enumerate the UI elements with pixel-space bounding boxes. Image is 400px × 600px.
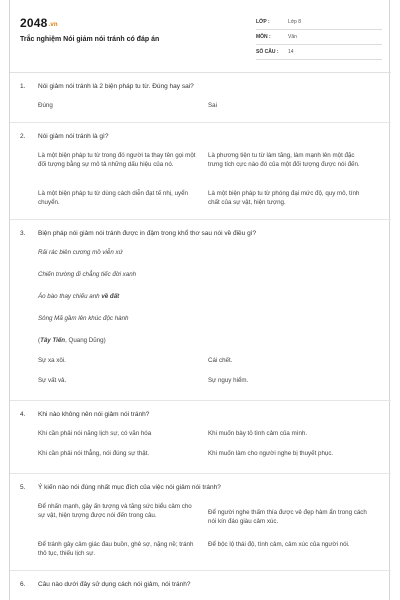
answer-option[interactable]: Là một biện pháp tu từ dùng cách diễn đạt tế nhị, uyển chuyển. <box>38 190 188 206</box>
poem-author: , Quang Dũng) <box>65 337 106 344</box>
info-row-class <box>256 15 382 30</box>
question-list <box>10 82 391 589</box>
question-number: 2. <box>20 133 26 140</box>
poem-line: Sông Mã gầm lên khúc độc hành <box>38 315 129 322</box>
question-number: 6. <box>20 581 26 588</box>
document-title: Trắc nghiệm Nói giảm nói tránh có đáp án <box>20 36 160 43</box>
poem-title: Tây Tiến <box>40 337 66 344</box>
answer-option[interactable]: Là một biện pháp tu từ phóng đại mức độ, quy mô, tính chất của sự vật, hiện tượng. <box>208 190 360 206</box>
question-3 <box>10 229 391 400</box>
question-number: 3. <box>20 230 26 237</box>
question-divider <box>10 400 391 401</box>
answer-option[interactable]: Sự nguy hiểm. <box>208 377 249 384</box>
question-text: Biện pháp nói giảm nói tránh được in đậm trong khổ thơ sau nói về điều gì? <box>38 230 257 237</box>
answer-option[interactable]: Để bộc lộ thái độ, tình cảm, cảm xúc của người nói. <box>208 541 350 548</box>
answer-option[interactable]: Để tránh gây cảm giác đau buồn, ghê sợ, nặng nề; tránh thô tục, thiếu lịch sự. <box>38 541 194 557</box>
question-divider <box>10 122 391 123</box>
header-divider <box>10 72 391 73</box>
question-2 <box>10 132 391 219</box>
poem-line-text: Áo bào thay chiếu anh <box>38 293 102 300</box>
answer-option[interactable]: Sự vất vả. <box>38 377 67 384</box>
info-key: LỚP : <box>256 19 270 25</box>
info-row-count <box>256 45 382 60</box>
question-text: Câu nào dưới đây sử dụng cách nói giảm, nói tránh? <box>38 581 191 588</box>
answer-option[interactable]: Để người nghe thấm thía được vẻ đẹp hàm ẩn trong cách nói kín đáo giàu cảm xúc. <box>208 509 367 525</box>
logo-suffix: .vn <box>48 22 58 28</box>
info-row-subject <box>256 30 382 45</box>
answer-option[interactable]: Khi muốn bày tỏ tình cảm của mình. <box>208 430 308 437</box>
source-open: ( <box>38 337 41 344</box>
answer-option[interactable]: Khi muốn làm cho người nghe bị thuyết phục. <box>208 450 334 457</box>
question-number: 4. <box>20 411 26 418</box>
question-text: Ý kiến nào nói đúng nhất mục đích của việc nói giảm nói tránh? <box>38 484 221 491</box>
document-header <box>10 10 391 66</box>
question-divider <box>10 570 391 571</box>
question-divider <box>10 219 391 220</box>
question-number: 1. <box>20 83 26 90</box>
answer-option[interactable]: Là phương tiện tu từ làm tăng, làm mạnh lên một đặc trưng tích cực nào đó của một đối tượng được nói đến. <box>208 152 360 168</box>
info-value: Lớp 8 <box>288 19 302 25</box>
question-6 <box>10 580 391 589</box>
answer-option[interactable]: Để nhấn mạnh, gây ấn tượng và tăng sức biểu cảm cho sự vật, hiện tượng được nói đến trong câu. <box>38 503 192 519</box>
question-1 <box>10 82 391 110</box>
info-key: MÔN : <box>256 34 271 40</box>
answer-option[interactable]: Khi cần phải nói thẳng, nói đúng sự thật. <box>38 450 150 457</box>
answer-option[interactable]: Là một biện pháp tu từ trong đó người ta thay tên gọi một đối tượng bằng sự mô tả những dấu hiệu của nó. <box>38 152 196 168</box>
answer-option[interactable]: Khi cần phải nói năng lịch sự, có văn hóa <box>38 430 152 437</box>
poem-source <box>38 336 391 356</box>
document-page <box>9 0 390 600</box>
answer-option[interactable]: Sự xa xôi. <box>38 357 66 364</box>
info-value: Văn <box>288 34 297 40</box>
answer-option[interactable]: Sai <box>208 102 217 109</box>
answer-option[interactable]: Cái chết. <box>208 357 233 364</box>
info-key: SỐ CÂU : <box>256 49 279 55</box>
answer-option[interactable]: Đúng <box>38 102 53 109</box>
poem-line: Chiến trường đi chẳng tiếc đời xanh <box>38 271 137 278</box>
question-text: Khi nào không nên nói giảm nói tránh? <box>38 411 150 418</box>
question-4 <box>10 410 391 473</box>
site-logo[interactable] <box>20 16 58 30</box>
question-text: Nói giảm nói tránh là 2 biện pháp tu từ. Đúng hay sai? <box>38 83 194 90</box>
question-5 <box>10 483 391 570</box>
poem-line: Rải rác biên cương mồ viễn xứ <box>38 249 123 256</box>
question-text: Nói giảm nói tránh là gì? <box>38 133 109 140</box>
poem-bold-phrase: về đất <box>101 293 120 300</box>
question-divider <box>10 473 391 474</box>
poem-line <box>38 292 391 314</box>
question-number: 5. <box>20 484 26 491</box>
info-value: 14 <box>288 49 294 55</box>
poem-excerpt <box>38 248 391 356</box>
info-table <box>256 15 382 60</box>
logo-main: 2048 <box>20 16 48 30</box>
